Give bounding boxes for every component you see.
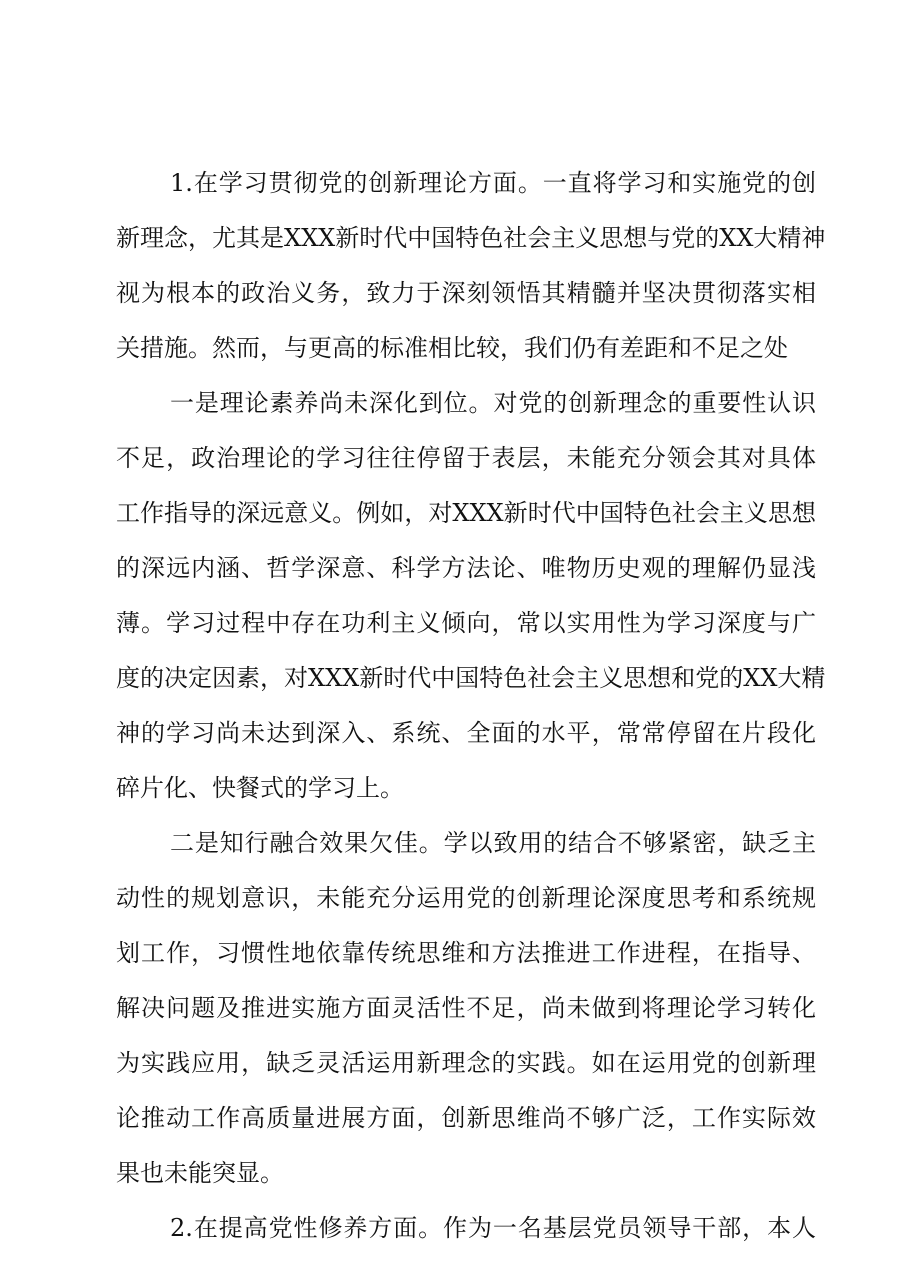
text-line: 解决问题及推进实施方面灵活性不足，尚未做到将理论学习转化	[116, 994, 816, 1022]
text-line: 2.在提高党性修养方面。作为一名基层党员领导干部，本人	[170, 1214, 816, 1242]
text-line: 薄。学习过程中存在功利主义倾向，常以实用性为学习深度与广	[116, 609, 816, 637]
text-line: 1.在学习贯彻党的创新理论方面。一直将学习和实施党的创	[170, 169, 816, 197]
text-line: 关措施。然而，与更高的标准相比较，我们仍有差距和不足之处	[116, 334, 788, 362]
paragraph-theory-depth	[116, 376, 826, 816]
text-line: 一是理论素养尚未深化到位。对党的创新理念的重要性认识	[170, 389, 816, 417]
text-line: 为实践应用，缺乏灵活运用新理念的实践。如在运用党的创新理	[116, 1049, 816, 1077]
text-line: 果也未能突显。	[116, 1159, 284, 1187]
paragraph-knowledge-action	[116, 816, 816, 1201]
paragraph-party-spirit	[116, 1201, 816, 1256]
text-line: 的深远内涵、哲学深意、科学方法论、唯物历史观的理解仍显浅	[116, 554, 816, 582]
text-line: 二是知行融合效果欠佳。学以致用的结合不够紧密，缺乏主	[170, 829, 816, 857]
text-line: 划工作，习惯性地依靠传统思维和方法推进工作进程，在指导、	[116, 939, 816, 967]
text-line: 论推动工作高质量进展方面，创新思维尚不够广泛，工作实际效	[116, 1104, 816, 1132]
paragraph-theory-study	[116, 156, 826, 376]
text-line: 度的决定因素，对XXX新时代中国特色社会主义思想和党的XX大精	[116, 664, 826, 692]
text-line: 碎片化、快餐式的学习上。	[116, 774, 404, 802]
text-line: 动性的规划意识，未能充分运用党的创新理论深度思考和系统规	[116, 884, 816, 912]
document-body	[116, 156, 826, 1256]
text-line: 新理念，尤其是XXX新时代中国特色社会主义思想与党的XX大精神	[116, 224, 826, 252]
text-line: 视为根本的政治义务，致力于深刻领悟其精髓并坚决贯彻落实相	[116, 279, 816, 307]
text-line: 不足，政治理论的学习往往停留于表层，未能充分领会其对具体	[116, 444, 816, 472]
text-line: 工作指导的深远意义。例如，对XXX新时代中国特色社会主义思想	[116, 499, 816, 527]
text-line: 神的学习尚未达到深入、系统、全面的水平，常常停留在片段化	[116, 719, 816, 747]
